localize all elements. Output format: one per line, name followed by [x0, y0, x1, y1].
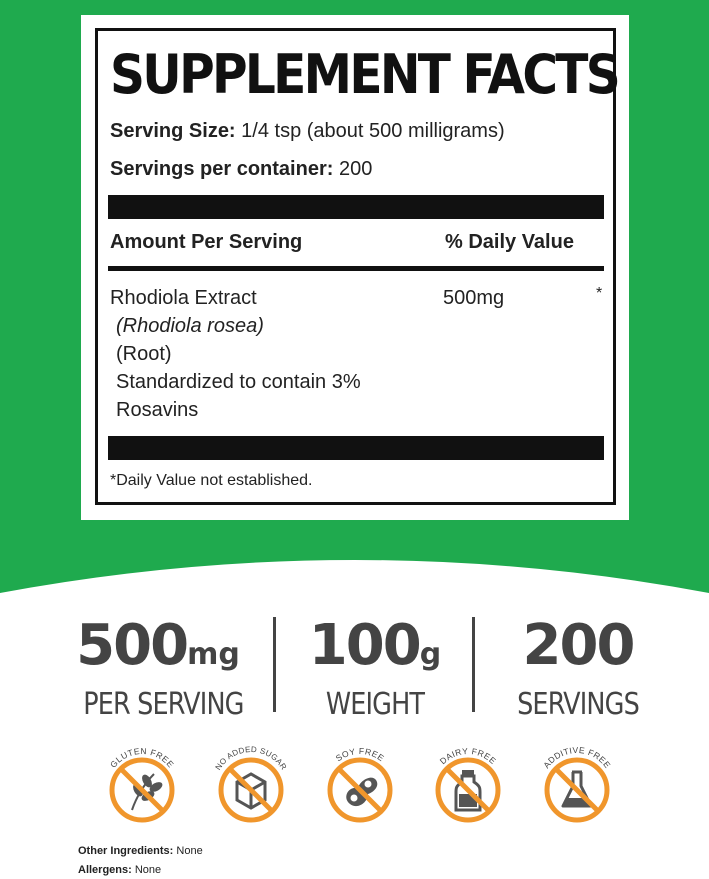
stat-divider	[273, 617, 276, 712]
servings-label: Servings per container:	[110, 158, 334, 180]
ingredient-part: (Root)	[116, 343, 172, 365]
milk-bottle-icon	[428, 740, 508, 830]
serving-size-line	[110, 120, 505, 143]
stat-servings-number: 200	[522, 613, 634, 678]
ingredient-daily-value: *	[596, 285, 603, 302]
ingredient-latin-name: (Rhodiola rosea)	[116, 315, 264, 337]
other-ingredients-label: Other Ingredients:	[78, 845, 174, 857]
badge-gluten-free-text: GLUTEN FREE	[107, 745, 177, 770]
wheat-icon	[102, 740, 182, 830]
badge-additive-free	[537, 740, 617, 830]
stat-servings	[490, 614, 666, 723]
allergens-value: None	[134, 864, 162, 876]
stat-per-serving-unit: mg	[187, 637, 240, 672]
badge-no-added-sugar	[211, 740, 291, 830]
stat-servings-label: SERVINGS	[517, 687, 639, 722]
badge-dairy-free-text: DAIRY FREE	[437, 745, 499, 767]
stat-per-serving-number: 500	[76, 613, 188, 678]
ingredient-name: Rhodiola Extract	[110, 287, 257, 309]
badge-soy-free	[320, 740, 400, 830]
bottom-black-bar	[108, 436, 604, 460]
badge-soy-free-text: SOY FREE	[333, 745, 387, 764]
serving-size-label: Serving Size:	[110, 120, 236, 142]
other-ingredients-value: None	[176, 845, 203, 857]
stat-weight-unit: g	[419, 637, 442, 672]
servings-per-container-line	[110, 158, 372, 181]
stat-per-serving	[70, 614, 246, 723]
soybean-icon	[320, 740, 400, 830]
badge-gluten-free	[102, 740, 182, 830]
amount-per-serving-header: Amount Per Serving	[110, 231, 303, 253]
servings-value: 200	[338, 158, 373, 180]
ingredient-amount: 500mg	[443, 287, 505, 309]
supplement-facts-panel	[95, 28, 619, 505]
stat-weight-label: WEIGHT	[325, 687, 425, 722]
allergens-label: Allergens:	[78, 864, 132, 876]
badge-additive-free-text: ADDITIVE FREE	[541, 744, 613, 771]
stat-weight-number: 100	[308, 613, 420, 678]
daily-value-footnote: *Daily Value not established.	[110, 472, 313, 489]
facts-title: SUPPLEMENT FACTS	[110, 43, 619, 106]
ingredient-standardization: Standardized to contain 3%	[116, 371, 361, 393]
stat-per-serving-label: PER SERVING	[83, 687, 244, 722]
serving-size-value: 1/4 tsp (about 500 milligrams)	[241, 120, 505, 142]
allergens-line	[78, 864, 161, 876]
flask-icon	[537, 740, 617, 830]
sugar-cube-icon	[211, 740, 291, 830]
ingredient-standardization-cont: Rosavins	[116, 399, 199, 421]
stat-weight	[290, 614, 460, 723]
badge-no-added-sugar-text: NO ADDED SUGAR	[213, 744, 289, 772]
stat-divider	[472, 617, 475, 712]
other-ingredients-line	[78, 845, 203, 857]
top-black-bar	[108, 195, 604, 219]
badge-dairy-free	[428, 740, 508, 830]
header-rule	[108, 266, 604, 271]
daily-value-header: % Daily Value	[445, 231, 574, 253]
